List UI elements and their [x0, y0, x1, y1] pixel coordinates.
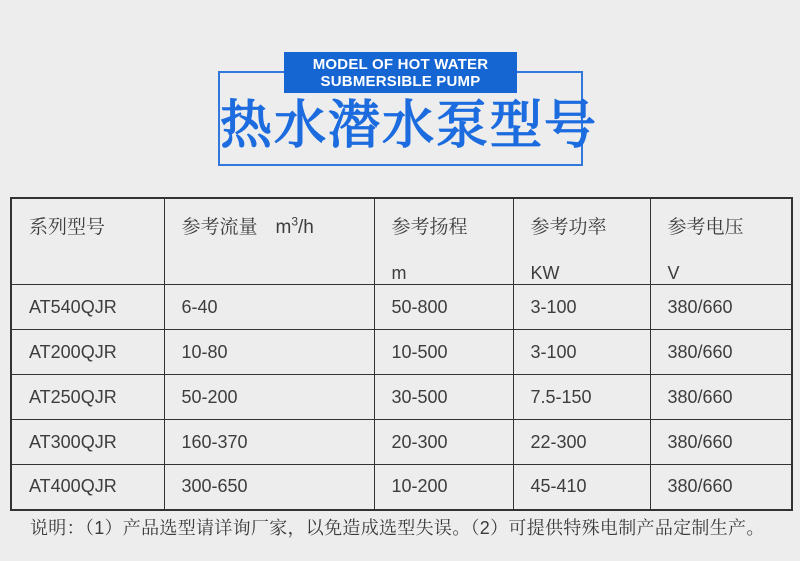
- table-row: [11, 285, 792, 330]
- cell-power: 22-300: [513, 420, 650, 465]
- cell-flow: 300-650: [164, 465, 374, 510]
- cell-flow: 6-40: [164, 285, 374, 330]
- page-title: 热水潜水泵型号: [220, 97, 599, 155]
- col-header-head-unit: m: [391, 263, 407, 283]
- cell-voltage: 380/660: [650, 420, 792, 465]
- table-header-row: [11, 198, 792, 285]
- col-header-model: [11, 198, 164, 285]
- cell-model: AT540QJR: [11, 285, 164, 330]
- cell-head: 50-800: [374, 285, 513, 330]
- table-row: [11, 465, 792, 510]
- col-header-flow-unit: $m^3/h$: [275, 214, 314, 238]
- cell-power: 3-100: [513, 285, 650, 330]
- table-row: [11, 330, 792, 375]
- col-header-voltage-unit: V: [667, 263, 680, 283]
- cell-voltage: 380/660: [650, 375, 792, 420]
- cell-head: 30-500: [374, 375, 513, 420]
- table-row: [11, 375, 792, 420]
- cell-flow: 10-80: [164, 330, 374, 375]
- cell-power: 3-100: [513, 330, 650, 375]
- col-header-power-unit: KW: [530, 263, 560, 283]
- cell-flow: 160-370: [164, 420, 374, 465]
- cell-head: 10-500: [374, 330, 513, 375]
- cell-voltage: 380/660: [650, 465, 792, 510]
- col-header-head-label: 参考扬程: [391, 217, 468, 238]
- cell-head: 20-300: [374, 420, 513, 465]
- cell-power: 7.5-150: [513, 375, 650, 420]
- cell-head: 10-200: [374, 465, 513, 510]
- col-header-flow: [164, 198, 374, 285]
- col-header-head: [374, 198, 513, 285]
- cell-model: AT400QJR: [11, 465, 164, 510]
- pump-spec-table: [10, 197, 793, 511]
- banner-line-1: MODEL OF HOT WATER: [312, 55, 489, 73]
- cell-voltage: 380/660: [650, 330, 792, 375]
- col-header-flow-label: 参考流量: [181, 217, 258, 238]
- cell-model: AT200QJR: [11, 330, 164, 375]
- table-row: [11, 420, 792, 465]
- col-header-voltage-label: 参考电压: [667, 217, 744, 238]
- cell-power: 45-410: [513, 465, 650, 510]
- col-header-power: [513, 198, 650, 285]
- col-header-power-label: 参考功率: [530, 217, 607, 238]
- banner-line-2: SUBMERSIBLE PUMP: [320, 72, 481, 90]
- cell-model: AT250QJR: [11, 375, 164, 420]
- cell-model: AT300QJR: [11, 420, 164, 465]
- footer-note: 说明：（1）产品选型请详询厂家，以免造成选型失误。（2）可提供特殊电制产品定制生产。: [30, 518, 765, 538]
- col-header-model-label: 系列型号: [29, 217, 106, 238]
- english-title-banner: [284, 52, 517, 93]
- cell-voltage: 380/660: [650, 285, 792, 330]
- cell-flow: 50-200: [164, 375, 374, 420]
- col-header-voltage: [650, 198, 792, 285]
